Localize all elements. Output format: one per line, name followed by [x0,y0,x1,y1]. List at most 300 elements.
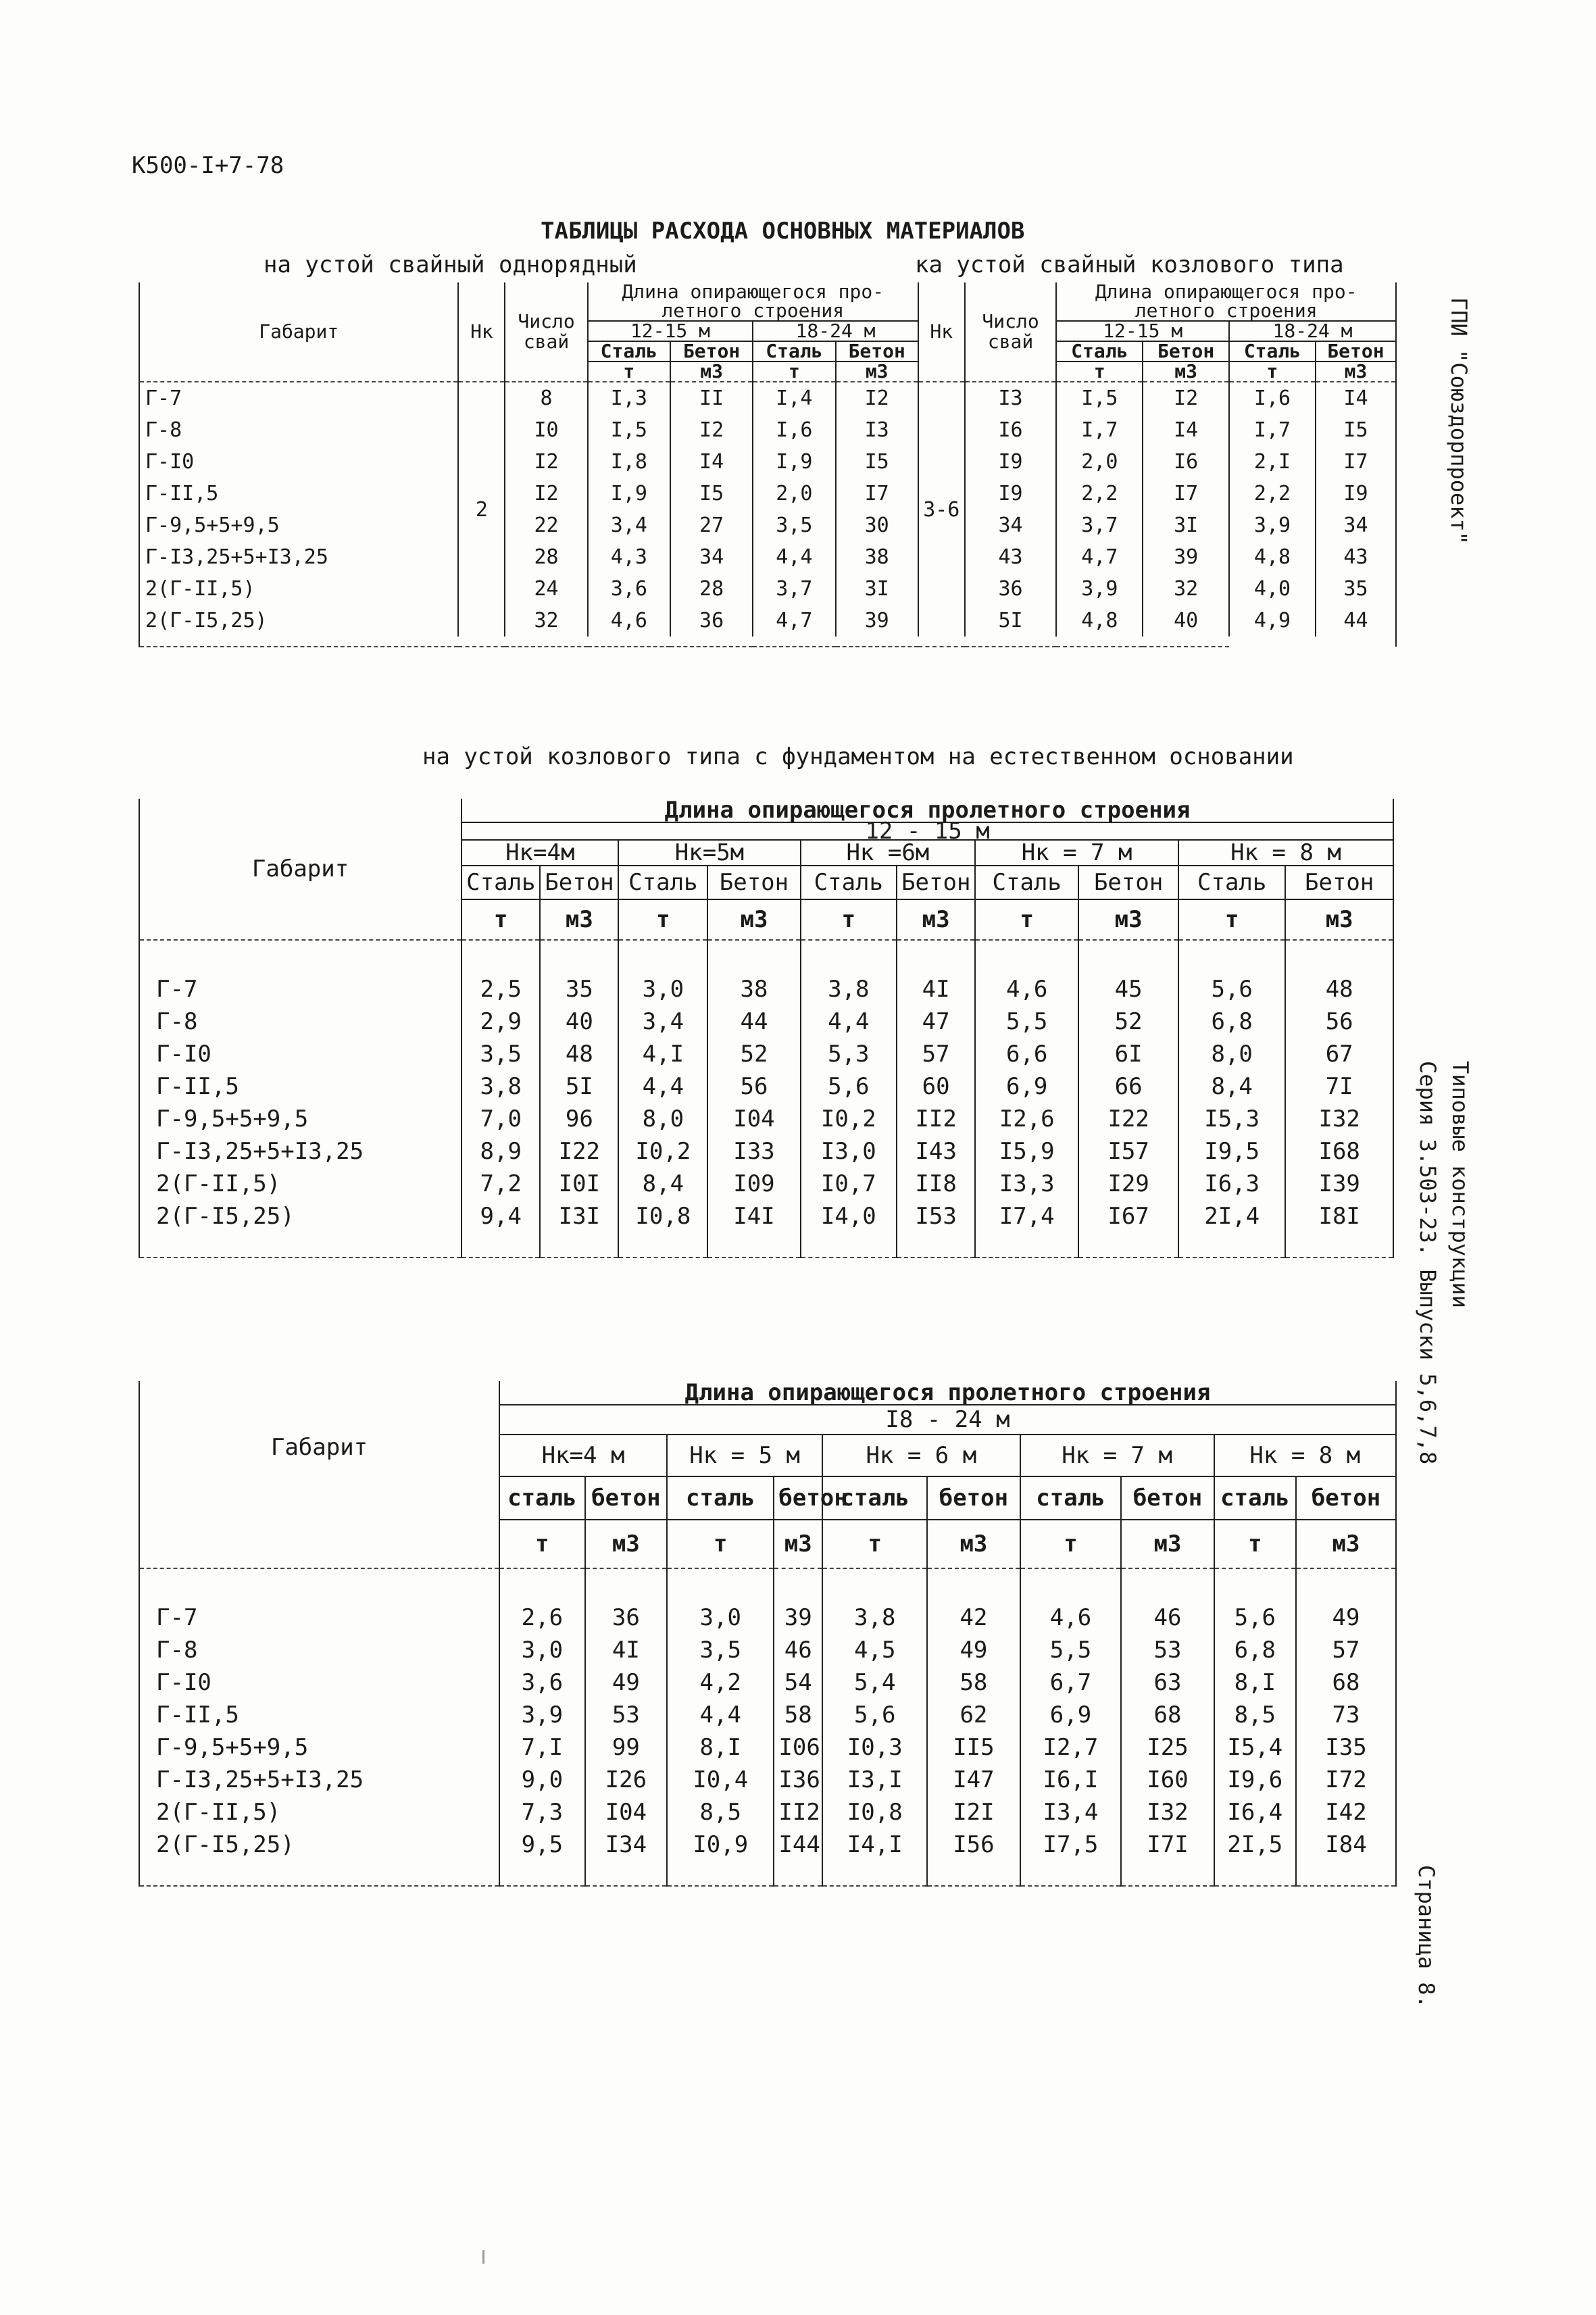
cell: I0,8 [822,1796,927,1828]
header-concrete: Бетон [670,341,753,362]
unit-cell: т [1229,362,1316,382]
cell: 9,0 [499,1764,585,1796]
cell: I56 [927,1828,1020,1861]
cell: 5,3 [801,1038,897,1070]
unit-cell: т [618,899,707,940]
unit-cell: м3 [836,362,918,382]
cell: 38 [836,541,918,573]
table-row [139,1731,1396,1764]
cell: I5,4 [1214,1731,1296,1764]
cell: I2 [505,446,587,478]
header-steel: Сталь [801,866,897,899]
cell: I26 [585,1764,667,1796]
cell: 43 [965,541,1057,573]
cell: 9,5 [499,1828,585,1861]
cell: 3,9 [1229,509,1316,541]
gabarit-cell: Г-I3,25+5+I3,25 [139,1135,462,1168]
cell: 35 [1343,577,1368,601]
unit-cell: т [801,899,897,940]
cell: 56 [707,1070,800,1103]
header-nk-8: Нк = 8 м [1178,840,1393,866]
table-row [139,1103,1393,1135]
header-concrete: Бетон [540,866,618,899]
header-gabarit: Габарит [139,282,458,382]
cell: I04 [585,1796,667,1828]
cell: 45 [1078,973,1178,1005]
header-span-a: 12-15 м [588,321,753,341]
gabarit-cell: Г-7 [139,382,458,414]
cell: 2,2 [1229,478,1316,509]
header-nk: Нк [458,282,505,382]
header-concrete: Бетон [707,866,800,899]
cell: I2 [505,478,587,509]
cell: I9 [1343,482,1368,505]
cell: 4,4 [667,1699,774,1731]
cell: I3,4 [1020,1796,1122,1828]
cell: 3,7 [753,573,835,605]
header-span-a-right: 12-15 м [1056,321,1229,341]
cell: I,6 [1229,382,1316,414]
header-nk-4: Нк=4м [462,840,618,866]
unit-cell: м3 [1316,362,1396,382]
table-row [139,573,1396,605]
gabarit-cell: Г-7 [139,973,462,1005]
table-row [139,541,1396,573]
cell: 43 [1343,545,1368,569]
header-steel: сталь [499,1476,585,1520]
cell: 2,9 [462,1005,540,1038]
cell: 49 [927,1634,1020,1666]
cell: 8,5 [667,1796,774,1828]
cell: 4,7 [1056,541,1143,573]
cell: 4,4 [801,1005,897,1038]
cell: I2 [1143,382,1229,414]
cell: II2 [897,1103,975,1135]
cell: 8,5 [1214,1699,1296,1731]
cell: 5,6 [822,1699,927,1731]
header-steel: Сталь [588,341,670,362]
cell: I34 [585,1828,667,1861]
header-span-b: 18-24 м [753,321,918,341]
cell: I8I [1318,1203,1360,1230]
table-row [139,1005,1393,1038]
cell: I0 [505,414,587,446]
cell: 7,0 [462,1103,540,1135]
header-concrete: бетон [1121,1476,1214,1520]
header-nk-6: Нк = 6 м [822,1435,1020,1476]
unit-cell: т [1020,1520,1122,1568]
document-code: К500-I+7-78 [132,152,284,179]
cell: I4 [1143,414,1229,446]
cell: 6I [1078,1038,1178,1070]
cell: 8,I [1214,1666,1296,1699]
header-concrete: Бетон [836,341,918,362]
cell: I0,3 [822,1731,927,1764]
header-span-b-right: 18-24 м [1229,321,1396,341]
cell: 2,0 [1056,446,1143,478]
table-pile-abutments [139,282,1397,647]
header-nk-7: Нк = 7 м [975,840,1178,866]
cell: 2,6 [499,1601,585,1634]
cell: 35 [540,973,618,1005]
cell: 7,2 [462,1168,540,1200]
cell: 22 [505,509,587,541]
unit-cell: т [462,899,540,940]
cell: 4,4 [753,541,835,573]
cell: 5I [965,605,1057,637]
header-steel: Сталь [753,341,835,362]
unit-cell: м3 [1143,362,1229,382]
gabarit-cell: Г-I0 [139,1666,499,1699]
cell: 57 [897,1038,975,1070]
cell: I33 [707,1135,800,1168]
cell: I67 [1078,1200,1178,1233]
organization-label: ГПИ "Союздорпроект" [1446,297,1472,545]
cell: I47 [927,1764,1020,1796]
cell: I2I [927,1796,1020,1828]
cell: I9 [965,478,1057,509]
cell: I22 [540,1135,618,1168]
cell: 52 [707,1038,800,1070]
header-nk-5: Нк = 5 м [667,1435,822,1476]
table-row [139,509,1396,541]
cell: 63 [1121,1666,1214,1699]
cell: I68 [1318,1138,1360,1165]
cell: 4,6 [588,605,670,637]
cell: I,9 [588,478,670,509]
cell: 2I,5 [1214,1828,1296,1861]
cell: I5 [836,446,918,478]
unit-cell: т [499,1520,585,1568]
cell: I,7 [1056,414,1143,446]
unit-cell: т [753,362,835,382]
cell: 3,6 [588,573,670,605]
cell: I6,3 [1178,1168,1285,1200]
cell: 24 [505,573,587,605]
cell: 2,5 [462,973,540,1005]
cell: 4,6 [975,973,1078,1005]
table-row [139,446,1396,478]
cell: 3I [1143,509,1229,541]
cell: 68 [1332,1669,1360,1696]
cell: I4 [1343,387,1368,410]
cell: 8,0 [1178,1038,1285,1070]
cell: 28 [505,541,587,573]
cell: 3I [836,573,918,605]
cell: I7I [1121,1828,1214,1861]
gabarit-cell: Г-I0 [139,1038,462,1070]
cell: 32 [505,605,587,637]
cell: 8,4 [618,1168,707,1200]
table-row [139,1699,1396,1731]
cell: 3,6 [499,1666,585,1699]
header-nk-8: Нк = 8 м [1214,1435,1396,1476]
cell: 3,4 [588,509,670,541]
cell: 6,8 [1214,1634,1296,1666]
cell: 57 [1332,1637,1360,1664]
header-steel: Сталь [618,866,707,899]
cell: 5,6 [1214,1601,1296,1634]
cell: 6,7 [1020,1666,1122,1699]
cell: 44 [1343,609,1368,632]
table-row [139,1634,1396,1666]
cell: 2,0 [753,478,835,509]
unit-cell: м3 [1285,899,1393,940]
cell: 99 [585,1731,667,1764]
cell: 34 [1343,514,1368,537]
header-concrete: бетон [927,1476,1020,1520]
cell: I84 [1325,1831,1367,1858]
cell: I09 [707,1168,800,1200]
cell: 34 [965,509,1057,541]
cell: 4I [897,973,975,1005]
cell: 6,9 [1020,1699,1122,1731]
unit-cell: м3 [774,1520,822,1568]
gabarit-cell: Г-9,5+5+9,5 [139,1103,462,1135]
cell: 6,8 [1178,1005,1285,1038]
gabarit-cell: 2(Г-II,5) [139,1168,462,1200]
cell: I0,9 [667,1828,774,1861]
cell: 49 [1332,1604,1360,1631]
cell: I35 [1325,1734,1367,1761]
cell: 39 [1143,541,1229,573]
cell: 36 [670,605,753,637]
unit-cell: м3 [585,1520,667,1568]
gabarit-cell: Г-8 [139,1005,462,1038]
header-nk-7: Нк = 7 м [1020,1435,1214,1476]
cell: 32 [1143,573,1229,605]
header-span: I8 - 24 м [499,1405,1396,1435]
table-row [139,973,1393,1005]
cell: 34 [670,541,753,573]
cell: 5,6 [1178,973,1285,1005]
header-nk-6: Нк =6м [801,840,976,866]
cell: 7,I [499,1731,585,1764]
table-row [139,382,1396,414]
cell: I5 [1343,418,1368,442]
cell: I4I [707,1200,800,1233]
gabarit-cell: Г-9,5+5+9,5 [139,1731,499,1764]
gabarit-cell: Г-II,5 [139,1699,499,1731]
unit-cell: т [822,1520,927,1568]
page-title: ТАБЛИЦЫ РАСХОДА ОСНОВНЫХ МАТЕРИАЛОВ [541,218,1025,245]
cell: 5,5 [1020,1634,1122,1666]
header-gabarit: Габарит [139,799,462,940]
cell: I42 [1325,1799,1367,1826]
header-concrete: Бетон [1078,866,1178,899]
cell: 2,2 [1056,478,1143,509]
cell: I,8 [588,446,670,478]
cell: 4,3 [588,541,670,573]
cell: 4,2 [667,1666,774,1699]
unit-cell: т [975,899,1078,940]
cell: 68 [1121,1699,1214,1731]
cell: I7 [1143,478,1229,509]
cell: I,4 [753,382,835,414]
cell: 3,5 [753,509,835,541]
cell: 53 [585,1699,667,1731]
cell: 58 [774,1699,822,1731]
header-concrete: бетон [1296,1476,1396,1520]
cell: 4I [585,1634,667,1666]
header-steel: сталь [1214,1476,1296,1520]
cell: I5,3 [1178,1103,1285,1135]
cell: I2 [670,414,753,446]
header-piles-right: Число свай [965,282,1057,382]
cell: I39 [1318,1170,1360,1197]
cell: I3 [836,414,918,446]
header-steel: Сталь [975,866,1078,899]
cell: 47 [897,1005,975,1038]
cell: I,3 [588,382,670,414]
table-row [139,1601,1396,1634]
nk-cell-right: 3-6 [918,382,965,637]
cell: 73 [1332,1701,1360,1728]
cell: 8,0 [618,1103,707,1135]
cell: 44 [707,1005,800,1038]
cell: 66 [1078,1070,1178,1103]
cell: I22 [1078,1103,1178,1135]
cell: 30 [836,509,918,541]
cell: I2,6 [975,1103,1078,1135]
cell: 60 [897,1070,975,1103]
table-row [139,1666,1396,1699]
cell: 5,5 [975,1005,1078,1038]
cell: 3,4 [618,1005,707,1038]
cell: I3,0 [801,1135,897,1168]
unit-cell: м3 [707,899,800,940]
cell: I32 [1318,1105,1360,1132]
header-steel: Сталь [462,866,540,899]
cell: 49 [585,1666,667,1699]
cell: II [670,382,753,414]
cell: 36 [965,573,1057,605]
cell: I3,I [822,1764,927,1796]
cell: 9,4 [462,1200,540,1233]
cell: 4,6 [1020,1601,1122,1634]
cell: I6,I [1020,1764,1122,1796]
header-span-length: Длина опирающегося пролетного строения [462,799,1393,822]
cell: 40 [540,1005,618,1038]
cell: 40 [1143,605,1229,637]
table-row [139,414,1396,446]
cell: I29 [1078,1168,1178,1200]
header-concrete: Бетон [1143,341,1229,362]
gabarit-cell: Г-7 [139,1601,499,1634]
cell: 3,0 [618,973,707,1005]
unit-cell: м3 [1121,1520,1214,1568]
cell: 4,0 [1229,573,1316,605]
table-frame-abutment-12-15 [139,799,1394,1258]
header-steel: сталь [667,1476,774,1520]
unit-cell: т [1056,362,1143,382]
cell: I0,2 [801,1103,897,1135]
table-frame-abutment-18-24 [139,1381,1397,1887]
gabarit-cell: 2(Г-II,5) [139,573,458,605]
cell: 7,3 [499,1796,585,1828]
cell: I7,5 [1020,1828,1122,1861]
gabarit-cell: 2(Г-I5,25) [139,605,458,637]
gabarit-cell: Г-8 [139,414,458,446]
cell: I44 [774,1828,822,1861]
cell: I,7 [1229,414,1316,446]
header-concrete: Бетон [1285,866,1393,899]
cell: I0,7 [801,1168,897,1200]
cell: 3,5 [667,1634,774,1666]
gabarit-cell: Г-II,5 [139,1070,462,1103]
cell: I60 [1121,1764,1214,1796]
unit-cell: м3 [540,899,618,940]
table-row [139,1070,1393,1103]
unit-cell: т [588,362,670,382]
header-steel: сталь [822,1476,927,1520]
cell: 3,0 [667,1601,774,1634]
cell: 4,I [618,1038,707,1070]
cell: I2,7 [1020,1731,1122,1764]
page-number: Страница 8. [1414,1865,1439,2008]
cell: 52 [1078,1005,1178,1038]
cell: I6 [965,414,1057,446]
cell: 27 [670,509,753,541]
cell: 4,8 [1056,605,1143,637]
header-concrete: бетон [585,1476,667,1520]
unit-cell: т [1178,899,1285,940]
cell: 46 [774,1634,822,1666]
cell: I43 [897,1135,975,1168]
unit-cell: м3 [927,1520,1020,1568]
table-row [139,478,1396,509]
header-nk-right: Нк [918,282,965,382]
cell: 42 [927,1601,1020,1634]
header-steel: Сталь [1178,866,1285,899]
table-row [139,1200,1393,1233]
cell: I5 [670,478,753,509]
cell: I4,0 [801,1200,897,1233]
cell: I36 [774,1764,822,1796]
cell: I0,4 [667,1764,774,1796]
cell: I9,5 [1178,1135,1285,1168]
cell: I3I [540,1200,618,1233]
gabarit-cell: Г-I0 [139,446,458,478]
cell: I25 [1121,1731,1214,1764]
cell: 5,6 [801,1070,897,1103]
header-span-length-right: Длина опирающегося про-летного строения [1056,282,1396,321]
table2-caption: на устой козлового типа с фундаментом на естественном основании [422,743,1294,770]
table1-caption-left: на устой свайный однорядный [264,251,637,278]
cell: I6 [1143,446,1229,478]
cell: 3,8 [801,973,897,1005]
cell: II2 [774,1796,822,1828]
cell: I57 [1078,1135,1178,1168]
cell: 4,8 [1229,541,1316,573]
header-piles: Число свай [505,282,587,382]
unit-cell: м3 [1296,1520,1396,1568]
cell: I2 [836,382,918,414]
cell: 6,9 [975,1070,1078,1103]
cell: I53 [897,1200,975,1233]
cell: 2I,4 [1178,1200,1285,1233]
cell: I0,8 [618,1200,707,1233]
cell: I4,I [822,1828,927,1861]
table-row [139,1796,1396,1828]
cell: 8,9 [462,1135,540,1168]
series-line-2: Серия 3.503-23. Выпуски 5,6,7,8 [1415,1061,1441,1465]
cell: 7I [1325,1073,1353,1100]
cell: 8 [505,382,587,414]
cell: 2,I [1229,446,1316,478]
cell: I0,2 [618,1135,707,1168]
cell: 5,4 [822,1666,927,1699]
